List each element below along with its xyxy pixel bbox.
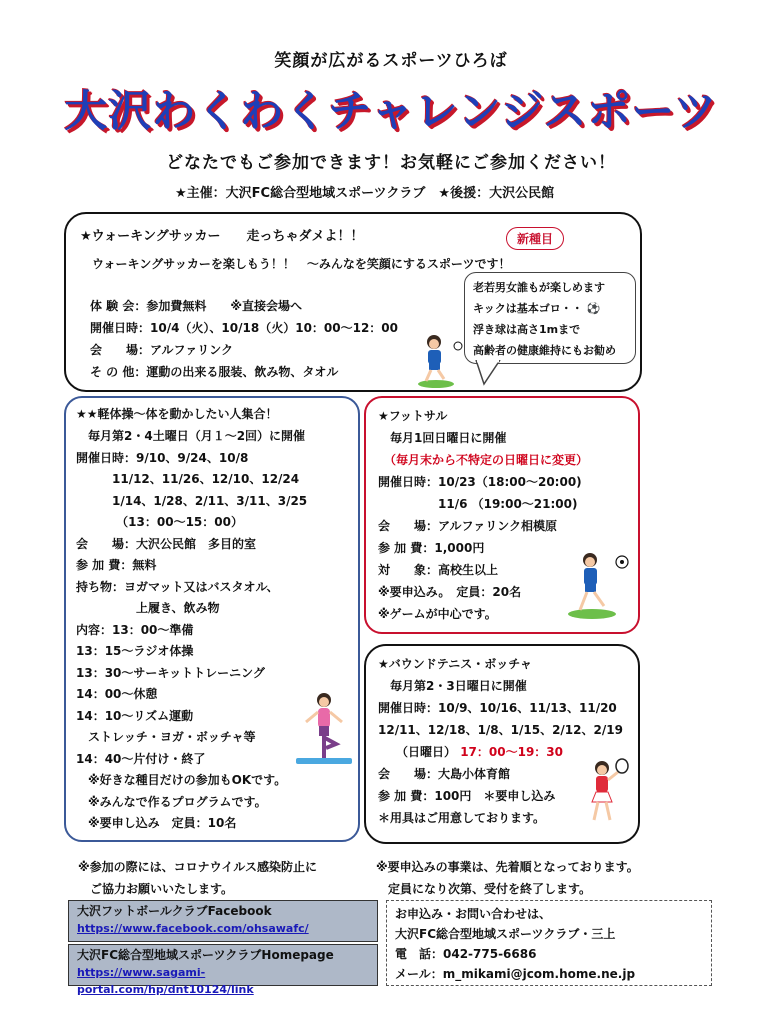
contact-box bbox=[386, 900, 712, 986]
bound-tennis-box bbox=[364, 644, 640, 844]
bound-tennis-line: 12/11、12/18、1/8、1/15、2/12、2/19 bbox=[378, 723, 623, 737]
walking-soccer-lead: ウォーキングサッカーを楽しもう！！ ～みんなを笑顔にするスポーツです！ bbox=[92, 257, 511, 271]
light-exercise-line: （13：00～15：00） bbox=[76, 515, 243, 529]
contact-line: 大沢FC総合型地域スポーツクラブ・三上 bbox=[395, 927, 616, 941]
futsal-notice: （毎月末から不特定の日曜日に変更） bbox=[378, 453, 589, 467]
futsal-box bbox=[364, 396, 640, 634]
futsal-line: 会 場：アルファリンク相模原 bbox=[378, 519, 558, 533]
facebook-link[interactable]: https://www.facebook.com/ohsawafc/ bbox=[77, 922, 309, 935]
footer-note-left: ※参加の際には、コロナウイルス感染防止に ご協力お願いいたします。 bbox=[78, 860, 317, 896]
contact-line: お申込み・お問い合わせは、 bbox=[395, 907, 552, 921]
homepage-link-box bbox=[68, 944, 378, 996]
futsal-line: 開催日時：10/23（18:00～20:00) bbox=[378, 475, 582, 489]
bubble-line: 高齢者の健康維持にもお勧め bbox=[473, 344, 616, 357]
feature-bubble bbox=[464, 272, 636, 364]
light-exercise-box bbox=[64, 396, 360, 842]
tagline: どなたでもご参加できます！お気軽にご参加ください！ bbox=[166, 153, 616, 173]
bound-tennis-line: 参 加 費：100円 ＊要申し込み bbox=[378, 789, 556, 803]
light-exercise-heading: ★★軽体操～体を動かしたい人集合！ bbox=[76, 407, 278, 421]
bound-tennis-line: 毎月第2・3日曜日に開催 bbox=[378, 679, 527, 693]
light-exercise-line: 毎月第2・4土曜日（月１～2回）に開催 bbox=[76, 429, 306, 443]
light-exercise-line: 13：15～ラジオ体操 bbox=[76, 644, 194, 658]
light-exercise-line: 11/12、11/26、12/10、12/24 bbox=[76, 472, 300, 486]
walking-soccer-line: 開催日時：10/4（火）、10/18（火）10：00～12：00 bbox=[90, 321, 399, 335]
page-title: 大沢わくわくチャレンジスポーツ bbox=[64, 87, 718, 137]
yoga-illustration bbox=[292, 688, 356, 766]
bound-tennis-line: 会 場：大島小体育館 bbox=[378, 767, 511, 781]
bound-tennis-heading: ★バウンドテニス・ボッチャ bbox=[378, 657, 532, 671]
light-exercise-line: ※要申し込み 定員：10名 bbox=[76, 816, 237, 830]
homepage-link[interactable]: https://www.sagami-portal.com/hp/dnt10124/link bbox=[77, 966, 254, 996]
futsal-line: 毎月1回日曜日に開催 bbox=[378, 431, 507, 445]
futsal-line: 対 象：高校生以上 bbox=[378, 563, 499, 577]
bound-tennis-time-row bbox=[378, 742, 563, 764]
organizers: ★主催：大沢FC総合型地域スポーツクラブ ★後援：大沢公民館 bbox=[175, 186, 555, 201]
homepage-label: 大沢FC総合型地域スポーツクラブHomepage bbox=[77, 948, 334, 962]
futsal-line: ※ゲームが中心です。 bbox=[378, 607, 497, 621]
light-exercise-line: 参 加 費：無料 bbox=[76, 558, 157, 572]
light-exercise-line: ストレッチ・ヨガ・ボッチャ等 bbox=[76, 730, 256, 744]
futsal-heading: ★フットサル bbox=[378, 409, 448, 423]
soccer-player-illustration bbox=[414, 332, 464, 388]
bound-tennis-line: 開催日時：10/9、10/16、11/13、11/20 bbox=[378, 701, 617, 715]
light-exercise-line: ※好きな種目だけの参加もOKです。 bbox=[76, 773, 287, 787]
light-exercise-line: 14：40～片付け・終了 bbox=[76, 751, 206, 766]
footer-note-right: ※要申込みの事業は、先着順となっております。 定員になり次第、受付を終了します。 bbox=[376, 860, 639, 896]
bubble-line: 老若男女誰もが楽しめます bbox=[473, 281, 605, 294]
subtitle: 笑顔が広がるスポーツひろば bbox=[274, 51, 508, 71]
light-exercise-line: 14：10～リズム運動 bbox=[76, 708, 194, 723]
futsal-line: 11/6 （19:00～21:00) bbox=[378, 497, 578, 511]
new-event-badge: 新種目 bbox=[506, 227, 564, 250]
bubble-line: キックは基本ゴロ・・ ⚽ bbox=[473, 302, 601, 315]
light-exercise-line: 14：00～休憩 bbox=[76, 687, 158, 701]
light-exercise-line: 開催日時：9/10、9/24、10/8 bbox=[76, 450, 249, 465]
bound-tennis-line: ＊用具はご用意しております。 bbox=[378, 811, 546, 825]
soccer-ball-icon: ⚽ bbox=[586, 302, 601, 315]
futsal-player-illustration bbox=[562, 548, 634, 620]
day-label: （日曜日） bbox=[378, 745, 457, 759]
tennis-player-illustration bbox=[574, 758, 630, 828]
futsal-line: 参 加 費：1,000円 bbox=[378, 541, 485, 555]
light-exercise-line: 上履き、飲み物 bbox=[76, 601, 220, 615]
contact-email: メール：m_mikami@jcom.home.ne.jp bbox=[395, 967, 636, 981]
futsal-line: ※要申込み。 定員：20名 bbox=[378, 585, 522, 599]
bubble-line: 浮き球は高さ1mまで bbox=[473, 323, 581, 336]
walking-soccer-line: そ の 他：運動の出来る服装、飲み物、タオル bbox=[90, 365, 339, 379]
walking-soccer-heading: ★ウォーキングサッカー 走っちゃダメよ！！ bbox=[80, 229, 364, 244]
light-exercise-line: 持ち物：ヨガマット又はバスタオル、 bbox=[76, 579, 279, 594]
light-exercise-line: 会 場：大沢公民館 多目的室 bbox=[76, 536, 257, 551]
light-exercise-line: 内容：13：00～準備 bbox=[76, 622, 194, 637]
time-range: 17：00～19：30 bbox=[460, 745, 564, 759]
contact-phone: 電 話：042-775-6686 bbox=[395, 947, 537, 961]
bubble-tail bbox=[470, 360, 506, 386]
walking-soccer-line: 会 場：アルファリンク bbox=[90, 343, 234, 357]
light-exercise-line: ※みんなで作るプログラムです。 bbox=[76, 794, 267, 809]
light-exercise-line: 1/14、1/28、2/11、3/11、3/25 bbox=[76, 493, 308, 508]
light-exercise-line: 13：30～サーキットトレーニング bbox=[76, 665, 265, 680]
walking-soccer-line: 体 験 会：参加費無料 ※直接会場へ bbox=[90, 299, 303, 313]
facebook-label: 大沢フットボールクラブFacebook bbox=[77, 904, 272, 918]
facebook-link-box bbox=[68, 900, 378, 942]
